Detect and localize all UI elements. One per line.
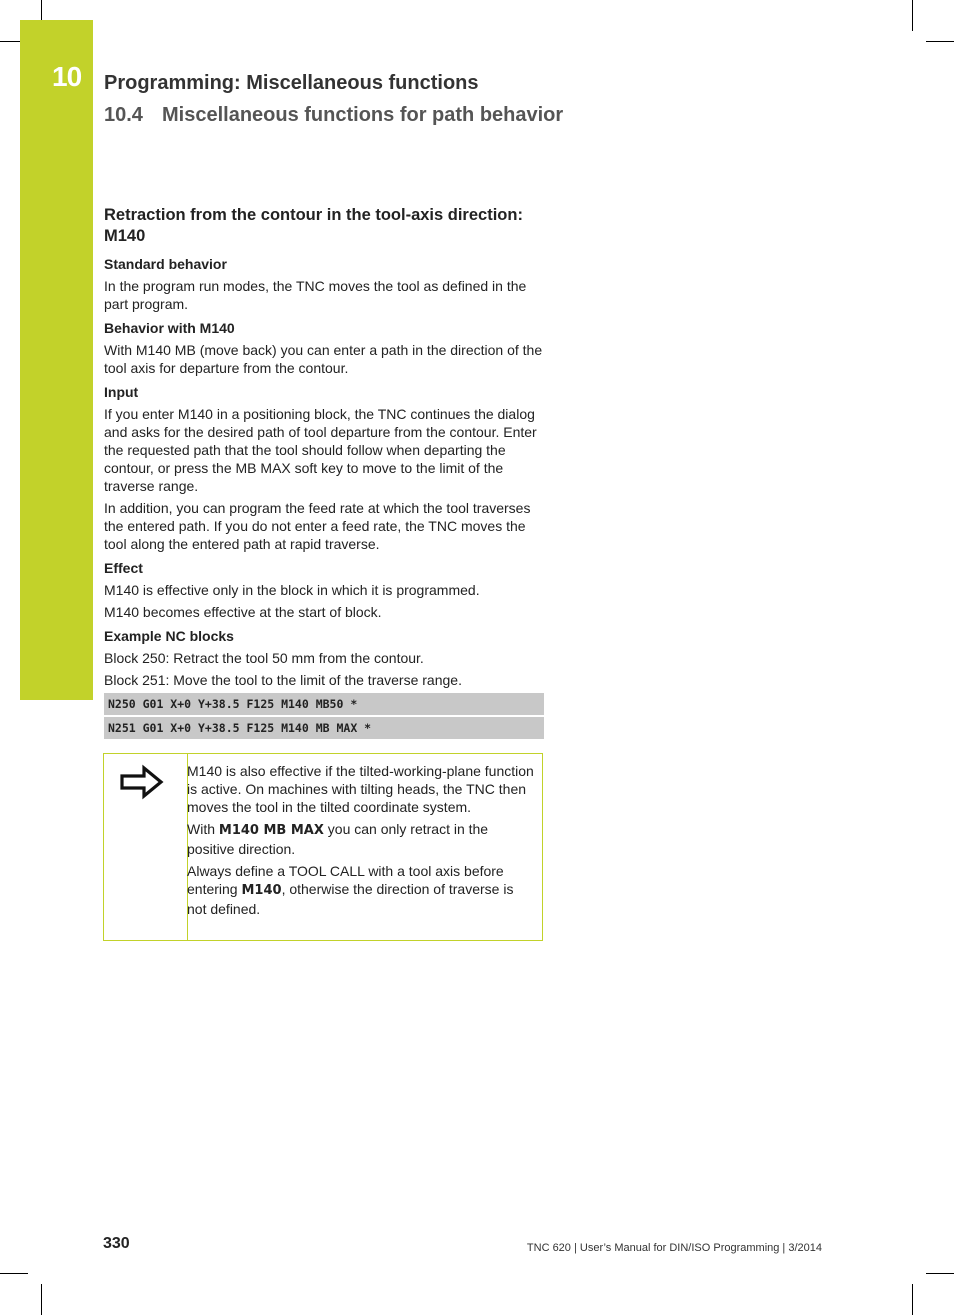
- crop-mark: [41, 1284, 42, 1315]
- arrow-right-icon: [120, 764, 164, 800]
- behavior-m140-heading: Behavior with M140: [104, 320, 235, 336]
- note-p3-start: Always define a TOOL CALL with a tool axis before entering: [187, 863, 504, 897]
- crop-mark: [912, 1284, 913, 1315]
- crop-mark: [0, 41, 21, 42]
- chapter-title: Programming: Miscellaneous functions: [104, 72, 479, 94]
- chapter-number: 10: [52, 61, 82, 92]
- input-text-1: If you enter M140 in a positioning block, the TNC continues the dialog and asks for the desired path of tool departure from the contour. Enter the requested path that the tool should follow when departing the contour, or press the MB MAX soft key to move to the limit of the traverse range.: [104, 406, 537, 494]
- standard-behavior-text: In the program run modes, the TNC moves the tool as defined in the part program.: [104, 278, 527, 312]
- note-p3-end: , otherwise the direction of traverse is not defined.: [187, 881, 514, 917]
- input-heading: Input: [104, 384, 139, 400]
- note-paragraph-2: [187, 820, 535, 858]
- behavior-m140-text: With M140 MB (move back) you can enter a path in the direction of the tool axis for departure from the contour.: [104, 342, 543, 376]
- input-text-2: In addition, you can program the feed rate at which the tool traverses the entered path. If you do not enter a feed rate, the TNC moves the tool along the entered path at rapid traverse.: [104, 500, 531, 552]
- topic-heading: Retraction from the contour in the tool-axis direction: M140: [104, 206, 523, 245]
- crop-mark: [926, 1273, 954, 1274]
- page-number: 330: [103, 1235, 130, 1252]
- crop-mark: [926, 41, 954, 42]
- crop-mark: [41, 0, 42, 21]
- nc-block-250: N250 G01 X+0 Y+38.5 F125 M140 MB50 *: [104, 693, 544, 715]
- standard-behavior-heading: Standard behavior: [104, 256, 227, 272]
- note-p2-start: With: [187, 821, 219, 837]
- effect-heading: Effect: [104, 560, 143, 576]
- effect-text-1: M140 is effective only in the block in which it is programmed.: [104, 582, 480, 598]
- crop-mark: [912, 0, 913, 31]
- crop-mark: [0, 1273, 28, 1274]
- note-box: [103, 753, 543, 941]
- note-text: [187, 762, 535, 922]
- main-content: [104, 205, 544, 739]
- note-keyword-m140-mb-max: M140 MB MAX: [218, 823, 324, 838]
- example-text-1: Block 250: Retract the tool 50 mm from the contour.: [104, 650, 424, 666]
- example-text-2: Block 251: Move the tool to the limit of the traverse range.: [104, 672, 462, 688]
- note-paragraph-1: M140 is also effective if the tilted-working-plane function is active. On machines with tilting heads, the TNC then moves the tool in the tilted coordinate system.: [187, 763, 534, 815]
- note-p2-end: you can only retract in the positive direction.: [187, 821, 489, 857]
- example-heading: Example NC blocks: [104, 628, 234, 644]
- effect-text-2: M140 becomes effective at the start of block.: [104, 604, 382, 620]
- chapter-side-bar: [20, 20, 93, 700]
- section-title: [104, 104, 563, 127]
- section-title-text: Miscellaneous functions for path behavior: [162, 104, 564, 126]
- note-keyword-m140: M140: [241, 883, 282, 898]
- note-icon-cell-top: [104, 754, 187, 757]
- footer-text: TNC 620 | User’s Manual for DIN/ISO Programming | 3/2014: [526, 1242, 822, 1254]
- nc-block-251: N251 G01 X+0 Y+38.5 F125 M140 MB MAX *: [104, 717, 544, 739]
- section-number: 10.4: [104, 104, 143, 126]
- note-paragraph-3: [187, 862, 535, 918]
